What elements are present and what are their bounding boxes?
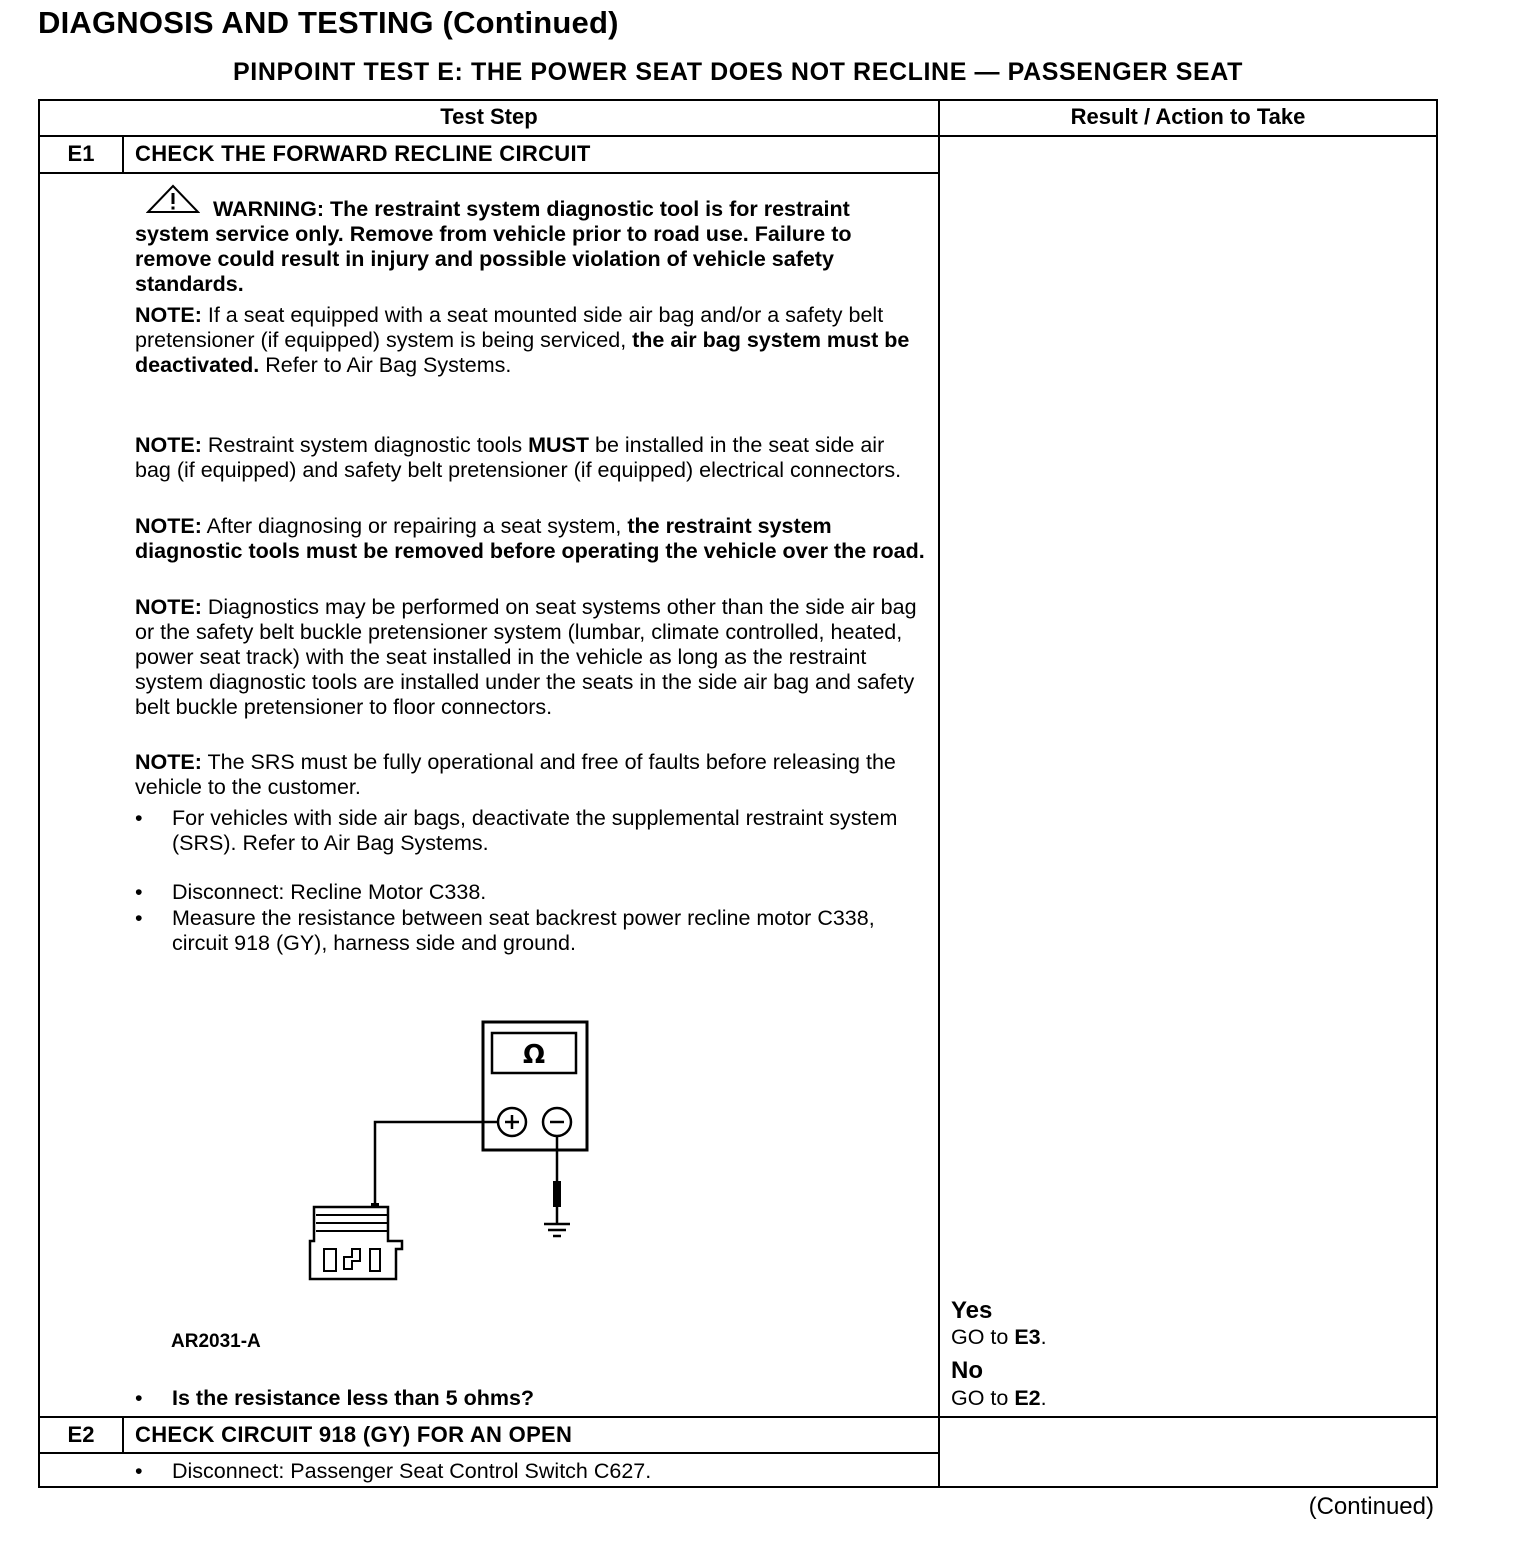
result-no-label: No — [951, 1357, 983, 1384]
pinpoint-test-table: Test Step Result / Action to Take E1 CHECK THE FORWARD RECLINE CIRCUIT WARNING: The restraint system diagnostic tool is for restraint system service only. Remove from vehicle prior to road use. Failure to remove could result in injury and possible violation of vehicle safety standards. NOTE: If a seat equipped with a seat mounted side air bag and/or a safety belt pretensioner (if equipped) system is being serviced, the air bag system must be deactivated. Refer to Air Bag Systems. NOTE: Restraint system diagnostic tools MUST be installed in the seat side air bag (if equipped) and safety belt pretensioner (if equipped) electrical connectors. NOTE: After diagnosing or repairing a seat system, the restraint system diagnostic tools must be removed before operating the vehicle over the road. NOTE: Diagnostics may be performed on seat systems other than the side air bag or the safety belt buckle pretensioner system (lumbar, climate controlled, heated, power seat track) with the seat installed in the vehicle as long as the restraint system diagnostic tools are installed under the seats in the side air bag and safety belt buckle pretensioner to floor connectors. NOTE: The SRS must be fully operational and free of faults before releasing the vehicle to the customer. • For vehicles with side air bags, deactivate the supplemental restraint system (SRS). Refer to Air Bag Systems. • Disconnect: Recline Motor C338. • Measure the resistance between seat backrest power recline motor C338, circuit 918 (GY), harness side and ground. Ω AR2031-A • Is the resistance less than 5 ohms? Yes GO to E3. No GO to E2. E2 CHECK CIRCUIT 918 (GY) FOR AN OPEN • Disconnect: Passenger Seat Control Switch C627. — [38, 99, 1438, 1488]
step-title-e2: CHECK CIRCUIT 918 (GY) FOR AN OPEN — [135, 1422, 573, 1447]
bullet-icon: • — [135, 880, 143, 904]
e1-title-divider — [40, 172, 938, 174]
goto-e3-link[interactable]: E3 — [1014, 1325, 1041, 1349]
ground-icon — [544, 1224, 570, 1236]
pinpoint-test-title: PINPOINT TEST E: THE POWER SEAT DOES NOT RECLINE — PASSENGER SEAT — [233, 58, 1243, 86]
header-divider — [40, 135, 1436, 137]
ohmmeter-diagram — [298, 1019, 658, 1309]
header-result-action: Result / Action to Take — [1070, 104, 1306, 129]
continued-label: (Continued) — [1308, 1493, 1434, 1520]
positive-lead — [375, 1122, 498, 1217]
header-test-step: Test Step — [440, 104, 538, 129]
column-divider — [938, 101, 940, 1486]
bullet-icon: • — [135, 806, 143, 830]
e2-row-divider — [40, 1416, 1436, 1418]
connector-c338-icon — [310, 1207, 402, 1279]
step-id-divider-e1 — [122, 137, 124, 172]
bullet-icon: • — [135, 906, 143, 930]
result-yes-action: GO to E3. — [951, 1325, 1047, 1349]
note-srs-operational: NOTE: The SRS must be fully operational and free of faults before releasing the vehicle to the customer. — [135, 750, 896, 799]
step-id-e2: E2 — [67, 1422, 95, 1447]
result-no-action: GO to E2. — [951, 1386, 1047, 1410]
goto-e2-link[interactable]: E2 — [1014, 1386, 1041, 1410]
step-title-e1: CHECK THE FORWARD RECLINE CIRCUIT — [135, 141, 591, 166]
note-diagnostic-tools-remove: NOTE: After diagnosing or repairing a seat system, the restraint system diagnostic tools must be removed before operating the vehicle over the road. — [135, 514, 925, 563]
result-yes-label: Yes — [951, 1297, 993, 1324]
warning-text: WARNING: The restraint system diagnostic tool is for restraint system service only. Remove from vehicle prior to road use. Failure to remove could result in injury and possible violation of vehicle safety standards. — [135, 197, 852, 296]
figure-id: AR2031-A — [171, 1331, 261, 1352]
step-id-divider-e2 — [122, 1418, 124, 1453]
note-diagnostic-tools-install: NOTE: Restraint system diagnostic tools MUST be installed in the seat side air bag (if equipped) and safety belt pretensioner (if equipped) electrical connectors. — [135, 433, 902, 482]
note-air-bag-deactivate: NOTE: If a seat equipped with a seat mounted side air bag and/or a safety belt pretensioner (if equipped) system is being serviced, the air bag system must be deactivated. Refer to Air Bag Systems. — [135, 303, 910, 377]
step-id-e1: E1 — [67, 141, 95, 166]
bullet-icon: • — [135, 1386, 143, 1410]
ohm-symbol-icon: Ω — [522, 1040, 546, 1070]
page-title: DIAGNOSIS AND TESTING (Continued) — [38, 5, 619, 40]
bullet-icon: • — [135, 1459, 143, 1483]
note-diagnostics-other-systems: NOTE: Diagnostics may be performed on seat systems other than the side air bag or the safety belt buckle pretensioner system (lumbar, climate controlled, heated, power seat track) with the seat installed in the vehicle as long as the restraint system diagnostic tools are installed under the seats in the side air bag and safety belt buckle pretensioner to floor connectors. — [135, 595, 917, 719]
e2-title-divider — [40, 1452, 938, 1454]
